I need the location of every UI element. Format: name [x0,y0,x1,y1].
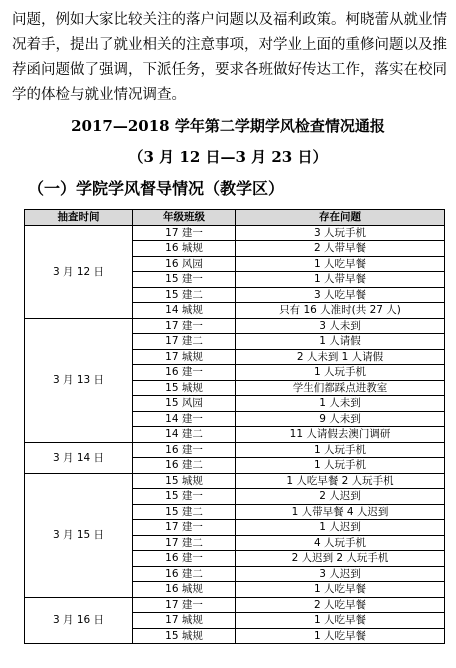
class-cell: 16 建二 [133,458,236,474]
issue-cell: 1 人玩手机 [236,365,445,381]
table-body [25,225,445,644]
issue-cell: 1 人带早餐 4 人迟到 [236,504,445,520]
issue-cell: 3 人吃早餐 [236,287,445,303]
class-cell: 16 建一 [133,442,236,458]
check-date-cell: 3 月 16 日 [25,597,133,644]
class-cell: 15 城规 [133,380,236,396]
table-header-row [25,210,445,226]
class-cell: 14 建一 [133,411,236,427]
issue-cell: 3 人未到 [236,318,445,334]
class-cell: 15 建二 [133,287,236,303]
issue-cell: 2 人吃早餐 [236,597,445,613]
class-cell: 15 建一 [133,272,236,288]
class-cell: 17 城规 [133,613,236,629]
table-row [25,597,445,613]
class-cell: 16 城规 [133,582,236,598]
class-cell: 15 风园 [133,396,236,412]
issue-cell: 1 人未到 [236,396,445,412]
section-heading: （一）学院学风督导情况（教学区） [28,179,285,198]
class-cell: 17 建一 [133,318,236,334]
class-cell: 15 建一 [133,489,236,505]
table-row [25,318,445,334]
class-cell: 17 建一 [133,520,236,536]
check-date-cell: 3 月 13 日 [25,318,133,442]
table-row [25,225,445,241]
header-check-time: 抽查时间 [25,210,133,226]
class-cell: 16 城规 [133,241,236,257]
issue-cell: 3 人迟到 [236,566,445,582]
issue-cell: 1 人吃早餐 [236,628,445,644]
class-cell: 17 建二 [133,334,236,350]
class-cell: 15 城规 [133,473,236,489]
class-cell: 16 风园 [133,256,236,272]
issue-cell: 9 人未到 [236,411,445,427]
issue-cell: 1 人吃早餐 [236,582,445,598]
issue-cell: 1 人吃早餐 [236,256,445,272]
header-issue: 存在问题 [236,210,445,226]
class-cell: 16 建二 [133,566,236,582]
table-row [25,473,445,489]
class-cell: 15 城规 [133,628,236,644]
issue-cell: 3 人玩手机 [236,225,445,241]
issue-cell: 1 人玩手机 [236,442,445,458]
issue-cell: 11 人请假去澳门调研 [236,427,445,443]
table-row [25,442,445,458]
inspection-table [24,209,445,644]
issue-cell: 1 人吃早餐 2 人玩手机 [236,473,445,489]
issue-cell: 1 人玩手机 [236,458,445,474]
class-cell: 14 城规 [133,303,236,319]
issue-cell: 1 人吃早餐 [236,613,445,629]
intro-paragraph: 问题，例如大家比较关注的落户问题以及福利政策。柯晓蕾从就业情况着手，提出了就业相关的注意事项，对学业上面的重修问题以及推荐函问题做了强调，下派任务，要求各班做好传达工作，落实在校同学的体检与就业情况调查。 [12,12,447,103]
class-cell: 17 建一 [133,225,236,241]
check-date-cell: 3 月 14 日 [25,442,133,473]
report-title: 2017—2018 学年第二学期学风检查情况通报 [71,117,385,135]
issue-cell: 只有 16 人准时(共 27 人) [236,303,445,319]
issue-cell: 1 人请假 [236,334,445,350]
class-cell: 16 建一 [133,365,236,381]
class-cell: 17 城规 [133,349,236,365]
issue-cell: 学生们都踩点进教室 [236,380,445,396]
issue-cell: 2 人迟到 [236,489,445,505]
issue-cell: 1 人迟到 [236,520,445,536]
issue-cell: 2 人带早餐 [236,241,445,257]
check-date-cell: 3 月 12 日 [25,225,133,318]
class-cell: 17 建一 [133,597,236,613]
class-cell: 16 建一 [133,551,236,567]
check-date-cell: 3 月 15 日 [25,473,133,597]
issue-cell: 4 人玩手机 [236,535,445,551]
issue-cell: 1 人带早餐 [236,272,445,288]
issue-cell: 2 人迟到 2 人玩手机 [236,551,445,567]
class-cell: 15 建二 [133,504,236,520]
issue-cell: 2 人未到 1 人请假 [236,349,445,365]
class-cell: 14 建二 [133,427,236,443]
class-cell: 17 建二 [133,535,236,551]
header-class: 年级班级 [133,210,236,226]
report-date-range: （3 月 12 日—3 月 23 日） [128,148,328,166]
